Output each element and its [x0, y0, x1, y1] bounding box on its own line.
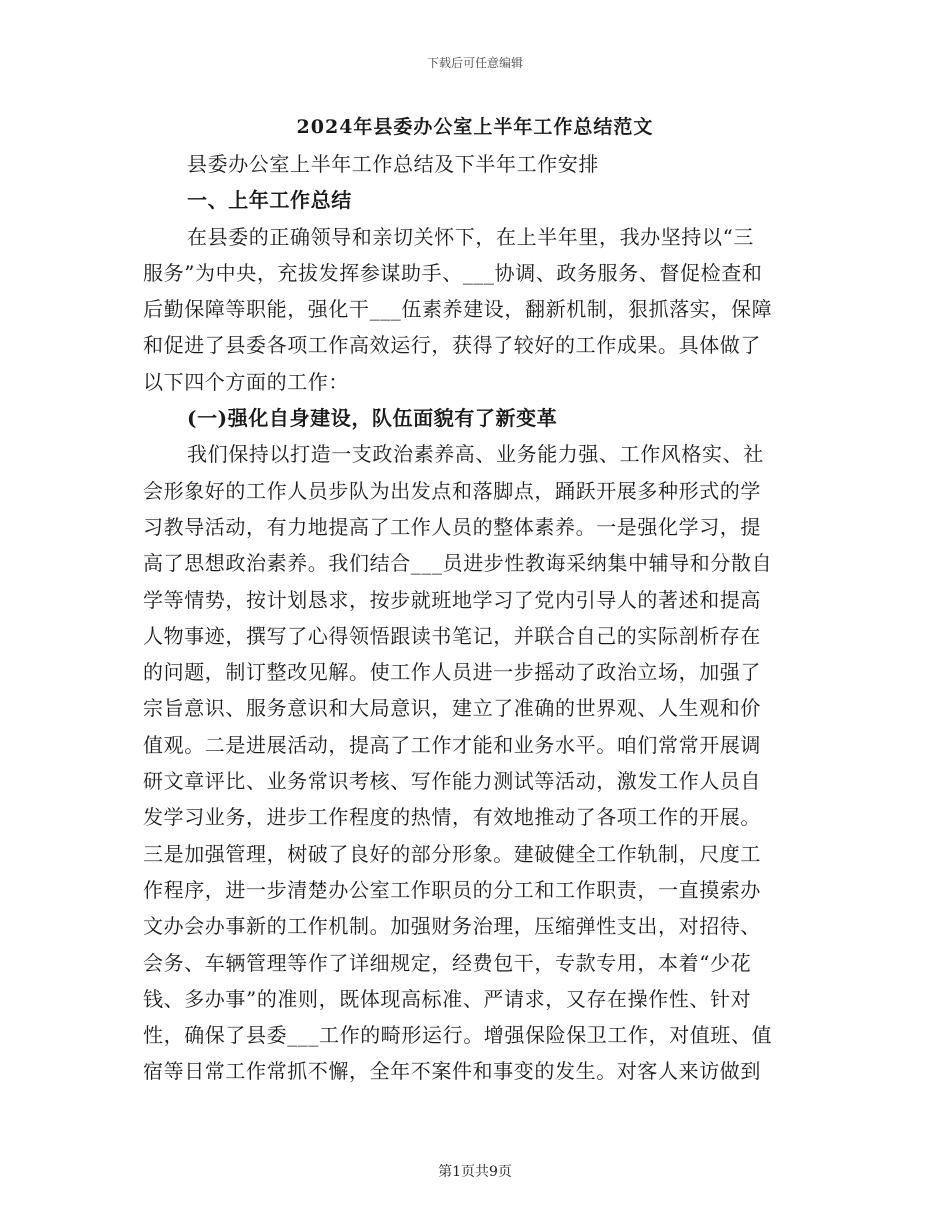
text-line: 宗旨意识、服务意识和大局意识，建立了准确的世界观、人生观和价	[143, 696, 761, 721]
text-line: 发学习业务，进步工作程度的热情，有效地推动了各项工作的开展。	[143, 805, 761, 830]
text-line: 作程序，进一步清楚办公室工作职员的分工和工作职责，一直摸索办	[143, 877, 761, 902]
paragraph-1	[143, 219, 805, 400]
page-number-footer: 第1页共9页	[438, 1164, 512, 1180]
document-body	[143, 146, 805, 1090]
document-title: 2024年县委办公室上半年工作总结范文	[296, 116, 654, 138]
text-line: 文办会办事新的工作机制。加强财务治理，压缩弹性支出，对招待、	[143, 914, 761, 939]
text-line: 宿等日常工作常抓不懈，全年不案件和事变的发生。对客人来访做到	[143, 1059, 761, 1084]
subtitle: 县委办公室上半年工作总结及下半年工作安排	[187, 152, 599, 176]
text-line: 和促进了县委各项工作高效运行，获得了较好的工作成果。具体做了	[143, 333, 761, 358]
text-line: 我们保持以打造一支政治素养高、业务能力强、工作风格实、社	[187, 442, 764, 467]
text-line: 学等情势，按计划恳求，按步就班地学习了党内引导人的著述和提高	[143, 587, 761, 612]
text-line: 会形象好的工作人员步队为出发点和落脚点，踊跃开展多种形式的学	[143, 478, 761, 503]
text-line: 性，确保了县委___工作的畸形运行。增强保险保卫工作，对值班、值	[143, 1023, 773, 1048]
text-line: 会务、车辆管理等作了详细规定，经费包干，专款专用，本着“少花	[143, 950, 752, 975]
text-line: 以下四个方面的工作：	[143, 369, 349, 394]
text-line: 人物事迹，撰写了心得领悟跟读书笔记，并联合自己的实际剖析存在	[143, 623, 761, 648]
text-line: 研文章评比、业务常识考核、写作能力测试等活动，激发工作人员自	[143, 769, 761, 794]
subsection-heading: (一)强化自身建设，队伍面貌有了新变革	[187, 406, 558, 431]
text-line: 三是加强管理，树破了良好的部分形象。建破健全工作轨制，尺度工	[143, 841, 761, 866]
section-heading: 一、上年工作总结	[187, 188, 352, 213]
paragraph-2	[143, 436, 805, 1089]
text-line: 后勤保障等职能，强化干___伍素养建设，翻新机制，狠抓落实，保障	[143, 297, 773, 322]
text-line: 习教导活动，有力地提高了工作人员的整体素养。一是强化学习，提	[143, 514, 761, 539]
text-line: 钱、多办事”的准则，既体现高标准、严请求，又存在操作性、针对	[143, 986, 752, 1011]
text-line: 服务”为中央，充拔发挥参谋助手、___协调、政务服务、督促检查和	[143, 260, 763, 285]
text-line: 的问题，制订整改见解。使工作人员进一步摇动了政治立场，加强了	[143, 660, 761, 685]
header-note: 下载后可任意编辑	[426, 56, 523, 70]
text-line: 值观。二是进展活动，提高了工作才能和业务水平。咱们常常开展调	[143, 732, 761, 757]
text-line: 在县委的正确领导和亲切关怀下，在上半年里，我办坚持以“三	[187, 224, 755, 249]
text-line: 高了思想政治素养。我们结合___员进步性教诲采纳集中辅导和分散自	[143, 551, 773, 576]
